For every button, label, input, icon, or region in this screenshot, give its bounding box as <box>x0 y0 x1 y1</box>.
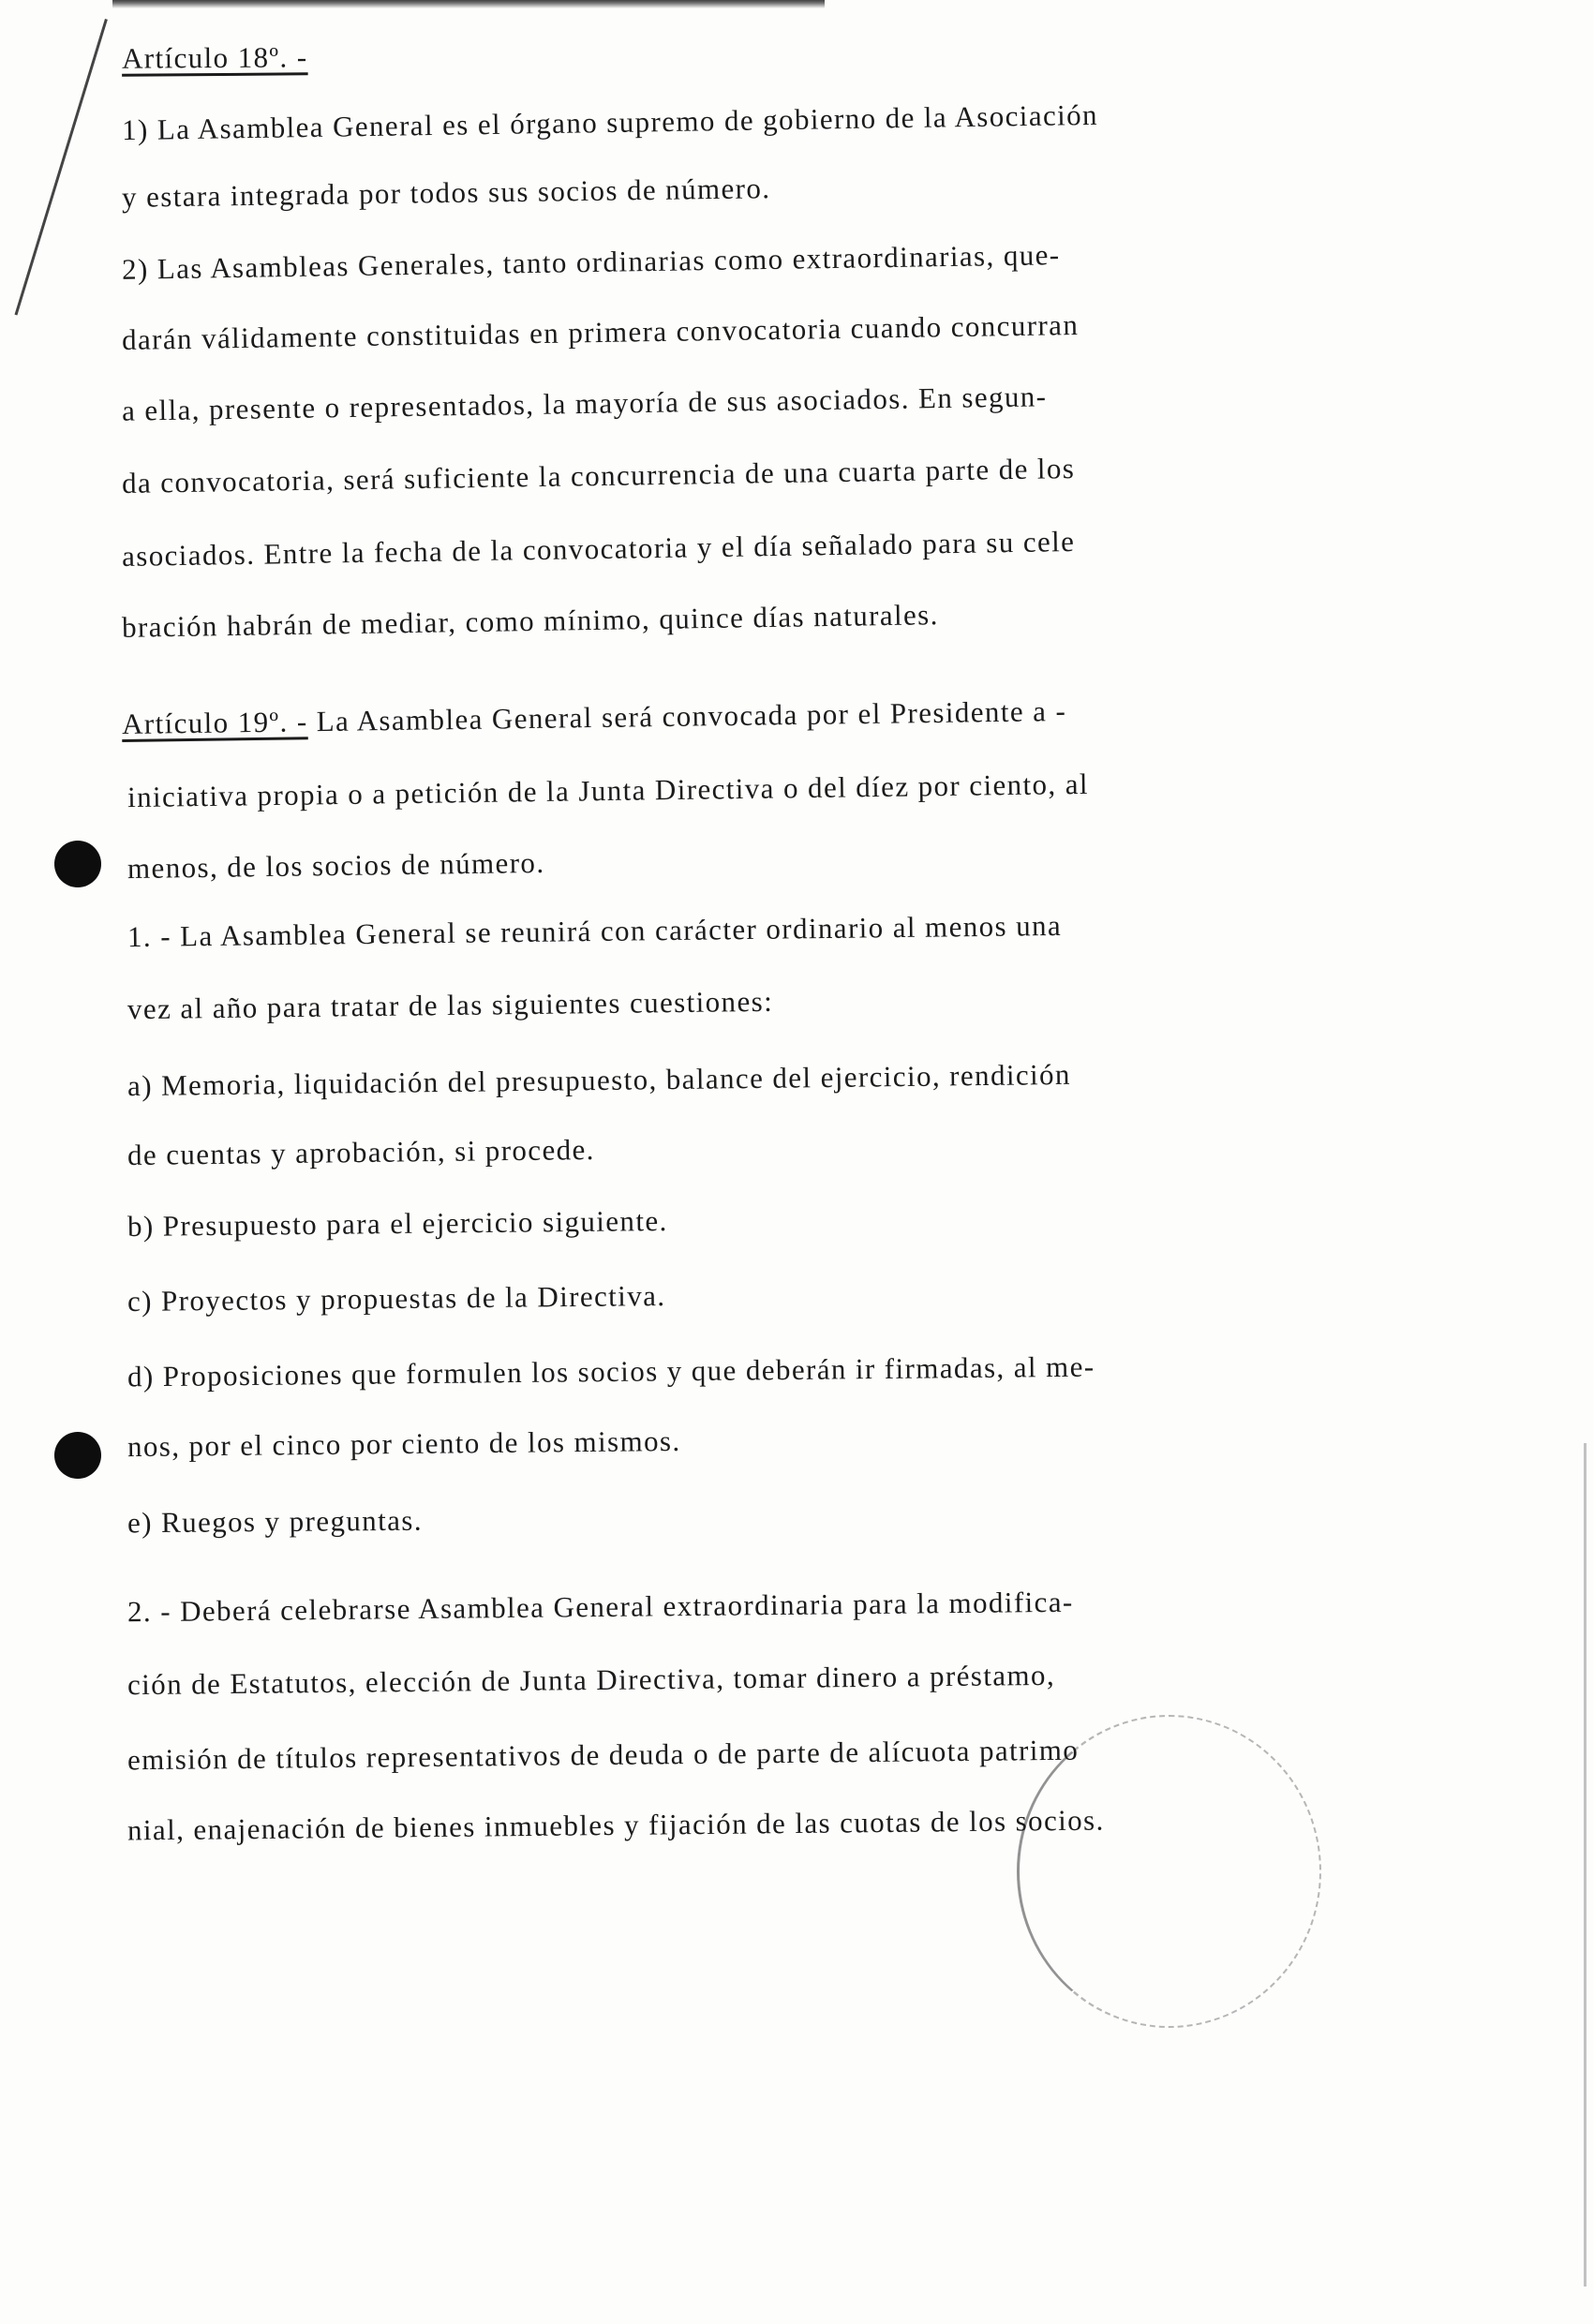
article-18-line: darán válidamente constituidas en primera convocatoria cuando concurran <box>121 307 1080 357</box>
article-19-first-line <box>122 694 1067 741</box>
article-19-line: b) Presupuesto para el ejercicio siguiente. <box>127 1203 668 1244</box>
article-19-line: emisión de títulos representativos de deuda o de parte de alícuota patrimo <box>127 1733 1080 1777</box>
article-19-line: nial, enajenación de bienes inmuebles y fijación de las cuotas de los socios. <box>127 1803 1105 1847</box>
article-19-line: iniciativa propia o a petición de la Junta Directiva o del díez por ciento, al <box>127 767 1090 814</box>
scan-edge-artifact <box>112 0 825 9</box>
punch-hole-upper <box>54 841 101 887</box>
article-18-heading: Artículo 18º. - <box>121 40 308 75</box>
punch-hole-lower <box>54 1432 101 1479</box>
article-19-line: 1. - La Asamblea General se reunirá con carácter ordinario al menos una <box>127 908 1063 954</box>
scan-diagonal-artifact <box>15 19 108 315</box>
article-19-line: c) Proyectos y propuestas de la Directiva. <box>127 1278 666 1318</box>
article-18-line: a ella, presente o representados, la mayoría de sus asociados. En segun- <box>121 380 1048 427</box>
article-19-line: vez al año para tratar de las siguientes cuestiones: <box>127 984 774 1026</box>
article-18-line: da convocatoria, será suficiente la concurrencia de una cuarta parte de los <box>121 452 1076 499</box>
article-19-line: a) Memoria, liquidación del presupuesto, balance del ejercicio, rendición <box>127 1057 1072 1103</box>
article-19-line: menos, de los socios de número. <box>127 845 545 886</box>
scan-right-edge-artifact <box>1584 1443 1587 2287</box>
article-18-line: y estara integrada por todos sus socios de número. <box>121 171 771 214</box>
article-19-line: e) Ruegos y preguntas. <box>127 1503 424 1540</box>
article-19-first-line-text: La Asamblea General será convocada por el Presidente a - <box>316 693 1067 738</box>
article-18-line: asociados. Entre la fecha de la convocatoria y el día señalado para su cele <box>121 525 1076 573</box>
article-18-line: 1) La Asamblea General es el órgano supremo de gobierno de la Asociación <box>121 97 1099 147</box>
article-19-line: de cuentas y aprobación, si procede. <box>127 1132 596 1172</box>
article-18-line: 2) Las Asambleas Generales, tanto ordinarias como extraordinarias, que- <box>121 238 1061 286</box>
article-19-line: ción de Estatutos, elección de Junta Directiva, tomar dinero a préstamo, <box>127 1658 1056 1702</box>
article-19-line: 2. - Deberá celebrarse Asamblea General extraordinaria para la modifica- <box>127 1585 1074 1629</box>
article-19-heading: Artículo 19º. - <box>121 705 308 741</box>
article-19-line: nos, por el cinco por ciento de los mismos. <box>127 1423 681 1464</box>
article-18-line: bración habrán de mediar, como mínimo, quince días naturales. <box>121 598 940 644</box>
article-19-line: d) Proposiciones que formulen los socios y que deberán ir firmadas, al me- <box>127 1349 1095 1393</box>
